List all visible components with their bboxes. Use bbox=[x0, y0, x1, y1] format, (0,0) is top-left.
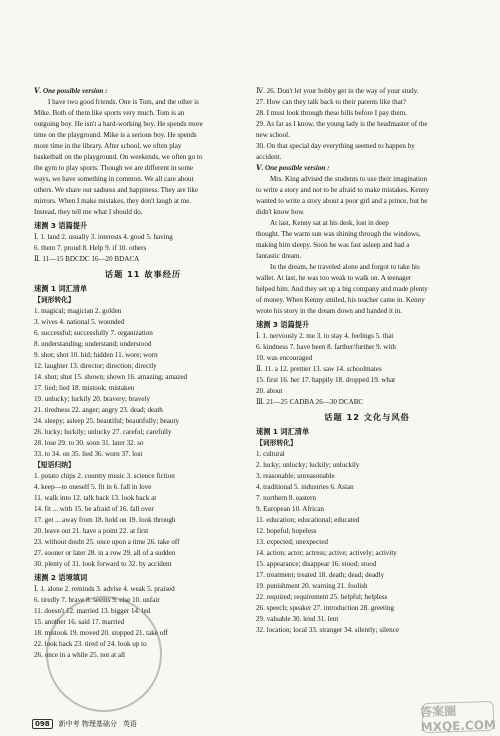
vocab-line: 3. reasonable; unreasonable bbox=[256, 472, 335, 480]
essay-line: At last, Kenny sat at his desk, lost in deep bbox=[270, 219, 389, 227]
essay-line: Mrs. King advised the students to use their imagination bbox=[270, 175, 428, 183]
phrase-line: 14. fit ... with 15. be afraid of 16. fall over bbox=[34, 505, 154, 513]
answer-line: Ⅱ. 11—15 BDCDC 16—20 BDACA bbox=[34, 255, 140, 263]
essay-line: helped him. And they set up a big company and made plenty bbox=[256, 285, 428, 293]
vocab-line: 19. punishment 20. warning 21. foolish bbox=[256, 582, 368, 590]
section-v-heading-2: Ⅴ. One possible version : bbox=[256, 164, 330, 172]
right-column bbox=[256, 86, 478, 636]
vocab-line: 17. treatment; treated 18. death; dead; deadly bbox=[256, 571, 385, 579]
topic-12-heading: 话题 12 文化与风俗 bbox=[324, 412, 410, 422]
essay-line: In the dream, he traveled alone and forgot to take his bbox=[270, 263, 420, 271]
phrase-line: 4. keep—to oneself 5. fit in 6. fall in love bbox=[34, 483, 152, 491]
vocab-line: 1. cultural bbox=[256, 450, 285, 458]
vocab-line: 21. tiredness 22. anger; angry 23. dead; death bbox=[34, 406, 163, 414]
vocab-line: 2. lucky; unlucky; luckily; unluckily bbox=[256, 461, 360, 469]
vocab-line: 19. unlucky; luckily 20. bravery; bravely bbox=[34, 395, 151, 403]
essay-line: fantastic dream. bbox=[256, 252, 302, 260]
answer-line: 28. I must look through these bills before I pay them. bbox=[256, 109, 407, 117]
phrase-line: 23. without doubt 25. once upon a time 26. take off bbox=[34, 538, 180, 546]
answer-line: Ⅱ. 11. a 12. prettier 13. saw 14. schoolmates bbox=[256, 365, 382, 373]
essay-line: basketball on the playground. On weekends, we often go to bbox=[34, 153, 203, 161]
essay-line: I have two good friends. One is Tom, and the other is bbox=[48, 98, 199, 106]
answer-line: 30. On that special day everything seemed to happen by bbox=[256, 142, 415, 150]
translation-answers bbox=[256, 86, 478, 163]
vocab-line: 15. appearance; disappear 16. stood; stood bbox=[256, 560, 377, 568]
subject-label: 英语 bbox=[122, 720, 137, 728]
word-form-label: 【词形转化】 bbox=[34, 296, 75, 304]
essay-line: to write a story and not to be afraid to make mistakes. Kenny bbox=[256, 186, 430, 194]
vocab-line: 32. location; local 33. stranger 34. silently; silence bbox=[256, 626, 400, 634]
answer-line: 15. first 16. her 17. happily 18. dropped 19. what bbox=[256, 376, 396, 384]
phrase-label: 【短语归纳】 bbox=[34, 461, 75, 469]
phrase-line: 11. walk into 12. talk back 13. look back at bbox=[34, 494, 157, 502]
essay-line: others. We share our sadness and happiness. They are like bbox=[34, 186, 199, 194]
essay-two bbox=[256, 174, 478, 317]
answer-line: 27. How can they talk back to their parents like that? bbox=[256, 98, 406, 106]
answer-line: Ⅰ. 1. land 2. usually 3. interests 4. good 5. having bbox=[34, 233, 173, 241]
test2-heading: 速测 2 语境填词 bbox=[34, 573, 88, 582]
answer-line: 18. mistook 19. moved 20. stopped 21. take off bbox=[34, 629, 168, 637]
essay-line: wanted to write a story about a poor girl and a prince, but he bbox=[256, 197, 428, 205]
vocab-line: 17. lied; lied 18. mistook; mistaken bbox=[34, 384, 135, 392]
vocab-list bbox=[34, 306, 252, 460]
answer-line: 6. tiredly 7. brave 8. seems 9. else 10. unfair bbox=[34, 596, 160, 604]
vocab-line: 9. shot; shot 10. hid; hidden 11. wore; worn bbox=[34, 351, 158, 359]
answer-line: Ⅰ. 1. nervously 2. me 3. to stay 4. feelings 5. that bbox=[256, 332, 394, 340]
word-form-label-2: 【词形转化】 bbox=[256, 439, 297, 447]
test1-heading-2: 速测 1 词汇清单 bbox=[256, 427, 310, 436]
vocab-line: 29. valuable 30. lend 31. lent bbox=[256, 615, 339, 623]
vocab-line: 1. magical; magician 2. golden bbox=[34, 307, 122, 315]
essay-line: more time in the library. After school, we often play bbox=[34, 142, 182, 150]
vocab-line: 28. lose 29. to 30. soon 31. later 32. so bbox=[34, 439, 144, 447]
essay-line: wallet. At last, he was too weak to walk on. A teenager bbox=[256, 274, 412, 282]
vocab-line: 3. wives 4. national 5. wounded bbox=[34, 318, 125, 326]
vocab-line: 4. traditional 5. industries 6. Asian bbox=[256, 483, 354, 491]
test3-heading-2: 速测 3 语篇提升 bbox=[256, 320, 310, 329]
book-title: 新中考 物理基础分 bbox=[58, 720, 117, 728]
essay-line: Instead, they tell me what I should do. bbox=[34, 208, 143, 216]
phrase-line: 27. sooner or later 28. in a row 29. all of a sudden bbox=[34, 549, 176, 557]
answer-line: 15. another 16. said 17. married bbox=[34, 618, 125, 626]
phrase-line: 20. leave out 21. have a point 22. at first bbox=[34, 527, 149, 535]
phrase-line: 1. potato chips 2. country music 3. science fiction bbox=[34, 472, 175, 480]
answer-line: 29. As far as I know, the young lady is the headmaster of the bbox=[256, 120, 428, 128]
vocab-line: 14. action; actor; actress; active; actively; activity bbox=[256, 549, 397, 557]
vocab-line: 7. northern 8. eastern bbox=[256, 494, 317, 502]
section-v-heading: Ⅴ. One possible version : bbox=[34, 87, 108, 95]
topic-11-heading: 话题 11 故事经历 bbox=[104, 269, 182, 279]
answer-line: 20. about bbox=[256, 387, 283, 395]
answer-line: 26. once in a while 25. not at all bbox=[34, 651, 126, 659]
vocab-line: 6. successful; successfully 7. organization bbox=[34, 329, 153, 337]
essay-one bbox=[34, 97, 252, 218]
page-number: 098 bbox=[32, 719, 53, 729]
essay-line: time on the playground. Mike is a serious boy. He spends bbox=[34, 131, 197, 139]
essay-line: of money. When Kenny smiled, his teacher came in. Kenny bbox=[256, 296, 425, 304]
answer-line: 10. was encouraged bbox=[256, 354, 313, 362]
vocab-line: 8. understanding; understand; understood bbox=[34, 340, 152, 348]
essay-line: thought. The warm sun was shining through the windows, bbox=[256, 230, 421, 238]
page-footer bbox=[32, 719, 137, 729]
answer-line: Ⅳ. 26. Don't let your hobby get in the way of your study. bbox=[256, 87, 419, 95]
essay-line: mirrors. When I make mistakes, they don't laugh at me. bbox=[34, 197, 192, 205]
vocab-line: 26. lucky; luckily; unlucky 27. careful; carefully bbox=[34, 428, 172, 436]
answer-line: 22. look back 23. tired of 24. look up to bbox=[34, 640, 147, 648]
vocab-line: 33. to 34. on 35. lied 36. worn 37. lost bbox=[34, 450, 143, 458]
essay-line: making him sleepy. Soon he was fast asleep and had a bbox=[256, 241, 410, 249]
vocab-line: 11. education; educational; educated bbox=[256, 516, 360, 524]
answer-line: 6. them 7. proud 8. Help 9. if 10. others bbox=[34, 244, 147, 252]
essay-line: ways, we have something in common. We all care about bbox=[34, 175, 194, 183]
vocab-list-2 bbox=[256, 449, 478, 636]
vocab-line: 26. speech; speaker 27. introduction 28. greeting bbox=[256, 604, 395, 612]
test3-list-2 bbox=[256, 331, 478, 408]
test3-heading: 速测 3 语篇提升 bbox=[34, 221, 88, 230]
answer-line: 11. doesn't 12. married 13. bigger 14. led bbox=[34, 607, 151, 615]
left-column bbox=[34, 86, 252, 661]
answer-line: Ⅲ. 21—25 CADBA 26—30 DCABC bbox=[256, 398, 364, 406]
answer-line: Ⅰ. 1. alone 2. reminds 3. advise 4. weak 5. praised bbox=[34, 585, 175, 593]
answer-line: new school. bbox=[256, 131, 290, 139]
vocab-line: 12. laughter 13. director; direction; directly bbox=[34, 362, 157, 370]
essay-line: wrote his story in the dream down and handed it in. bbox=[256, 307, 402, 315]
essay-line: Mike. Both of them like sports very much. Tom is an bbox=[34, 109, 185, 117]
test1-heading: 速测 1 词汇清单 bbox=[34, 284, 88, 293]
answer-line: accident. bbox=[256, 153, 282, 161]
vocab-line: 13. expected; unexpected bbox=[256, 538, 328, 546]
phrase-list bbox=[34, 471, 252, 570]
vocab-line: 22. required; requirement 25. helpful; helpless bbox=[256, 593, 388, 601]
essay-line: outgoing boy. He isn't a hard-working boy. He spends more bbox=[34, 120, 203, 128]
vocab-line: 9. European 10. African bbox=[256, 505, 324, 513]
essay-line: didn't know how. bbox=[256, 208, 305, 216]
vocab-line: 24. sleepy; asleep 25. beautiful; beautifully; beauty bbox=[34, 417, 179, 425]
vocab-line: 12. hopeful; hopeless bbox=[256, 527, 317, 535]
answer-line: 6. kindness 7. have been 8. farther/further 9. with bbox=[256, 343, 396, 351]
phrase-line: 30. plenty of 31. look forward to 32. by accident bbox=[34, 560, 172, 568]
vocab-line: 14. shut; shut 15. shown; shown 16. amazing; amazed bbox=[34, 373, 188, 381]
phrase-line: 17. get ... away from 18. hold on 19. look through bbox=[34, 516, 176, 524]
essay-line: the gym to play sports. Though we are different in some bbox=[34, 164, 194, 172]
watermark-logo-icon: 答案圈 MXQE.COM bbox=[421, 701, 494, 733]
